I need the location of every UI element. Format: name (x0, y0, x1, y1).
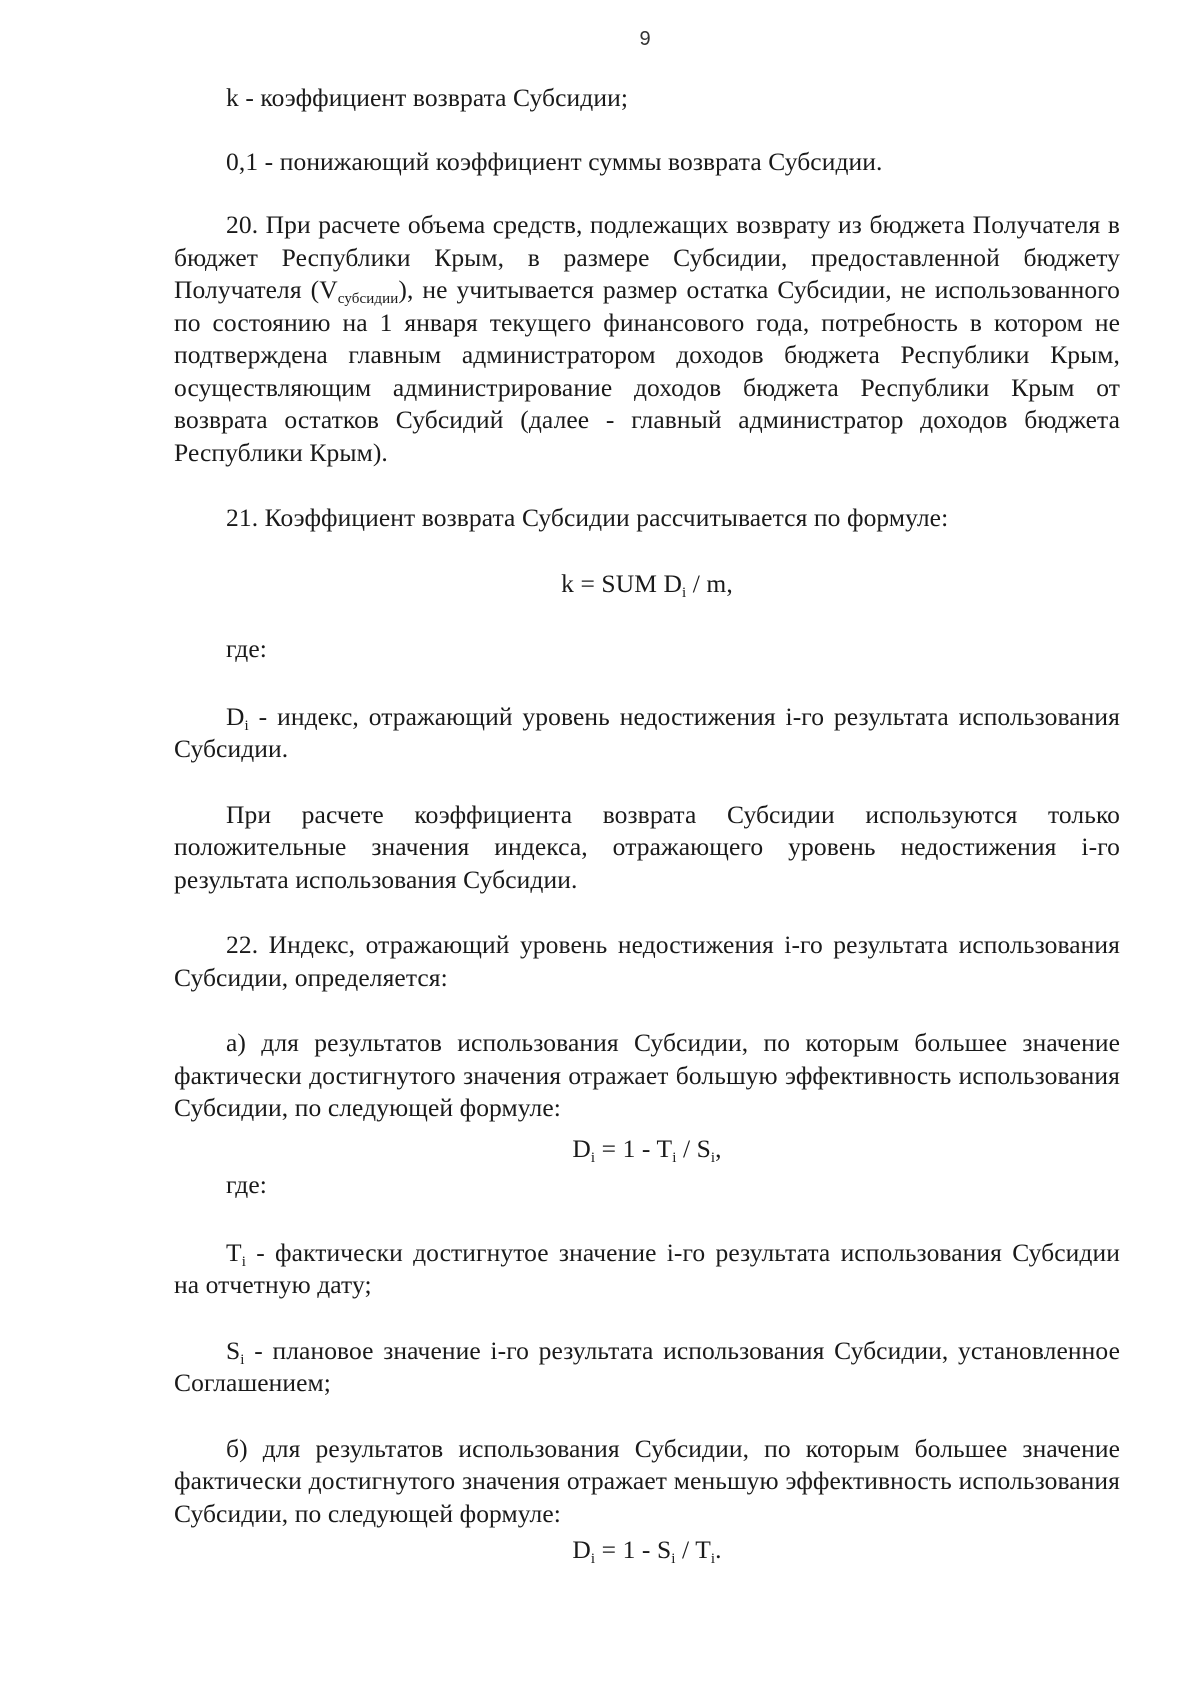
page-number: 9 (639, 28, 651, 50)
formula-return-coefficient (174, 568, 1120, 601)
paragraph-20-part-1: 20. При расчете объема средств, подлежащих возврату из бюджета Получателя в бюджет Республики Крым, в размере Субсидии, предоставленной бюджету Получателя (V (174, 210, 1120, 304)
formula-2-d: D (572, 1133, 591, 1163)
formula-3-d: D (572, 1535, 591, 1564)
formula-1-subscript: i (682, 584, 687, 601)
paragraph-di-definition (174, 701, 1120, 766)
formula-3-sub-1: i (590, 1551, 596, 1567)
formula-index-greater-better (174, 1133, 1120, 1166)
paragraph-21: 21. Коэффициент возврата Субсидии рассчитывается по формуле: (226, 503, 949, 532)
formula-1-part-2: / m, (686, 568, 733, 598)
di-symbol: D (226, 701, 245, 731)
formula-3-sub-3: i (710, 1551, 716, 1567)
paragraph-positive-values: При расчете коэффициента возврата Субсидии используются только положительные значения индекса, отражающего уровень недостижения i-го результата использования Субсидии. (174, 799, 1120, 894)
formula-1-part-1: k = SUM D (561, 568, 682, 598)
paragraph-22: 22. Индекс, отражающий уровень недостижения i-го результата использования Субсидии, определяется: (174, 930, 1120, 992)
formula-2-mid: = 1 - T (595, 1133, 673, 1163)
formula-3-mid: = 1 - S (595, 1535, 672, 1564)
ti-subscript: i (241, 1253, 246, 1270)
formula-2-sub-1: i (590, 1149, 596, 1166)
formula-2-slash: / S (676, 1133, 711, 1163)
formula-3-slash: / T (675, 1535, 711, 1564)
document-body (174, 82, 1120, 1567)
formula-3-end: . (715, 1535, 722, 1564)
si-subscript: i (240, 1351, 245, 1368)
paragraph-reduction-coefficient: 0,1 - понижающий коэффициент суммы возврата Субсидии. (226, 146, 883, 176)
paragraph-20 (174, 209, 1120, 469)
where-label-1: где: (226, 634, 267, 663)
paragraph-ti-definition (174, 1237, 1120, 1302)
ti-symbol: T (226, 1237, 242, 1267)
formula-3-sub-2: i (671, 1551, 676, 1567)
si-symbol: S (226, 1335, 241, 1365)
di-text: - индекс, отражающий уровень недостижения i-го результата использования Субсидии. (174, 701, 1120, 763)
paragraph-20-subscript: субсидии (337, 291, 399, 307)
paragraph-b: б) для результатов использования Субсидии, по которым большее значение фактически достигнутого значения отражает меньшую эффективность использования Субсидии, по следующей формуле: (174, 1433, 1120, 1528)
where-label-2: где: (226, 1170, 267, 1199)
paragraph-k-definition: k - коэффициент возврата Субсидии; (226, 83, 629, 112)
si-text: - плановое значение i-го результата использования Субсидии, установленное Соглашением; (174, 1335, 1120, 1397)
formula-2-sub-2: i (672, 1149, 677, 1166)
formula-2-sub-3: i (710, 1149, 716, 1166)
paragraph-a: а) для результатов использования Субсидии, по которым большее значение фактически достигнутого значения отражает большую эффективность использования Субсидии, по следующей формуле: (174, 1028, 1120, 1122)
di-subscript: i (244, 717, 249, 734)
paragraph-si-definition (174, 1335, 1120, 1400)
paragraph-20-part-2: ), не учитывается размер остатка Субсидии, не использованного по состоянию на 1 января текущего финансового года, потребность в котором не подтверждена главным администратором доходов бюджета Республики Крым, осуществляющим администрирование доходов бюджета Республики Крым от возврата остатков Субсидий (далее - главный администратор доходов бюджета Республики Крым). (174, 275, 1120, 467)
formula-2-end: , (715, 1133, 722, 1163)
ti-text: - фактически достигнутое значение i-го результата использования Субсидии на отчетную дату; (174, 1237, 1120, 1299)
formula-index-greater-worse (174, 1534, 1120, 1567)
